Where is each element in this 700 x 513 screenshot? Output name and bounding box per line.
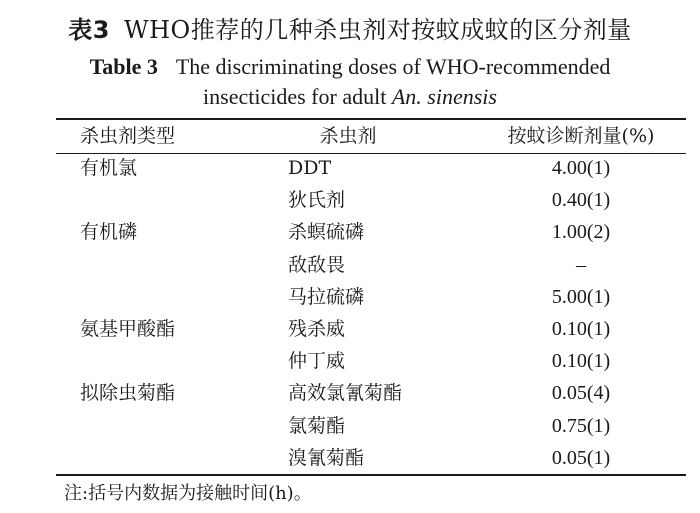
table-title-chinese bbox=[0, 12, 700, 48]
table-caption-english-line1: The discriminating doses of WHO-recommended bbox=[175, 54, 611, 79]
diagnostic-dose-cell: 0.40(1) bbox=[551, 189, 611, 212]
table-row bbox=[56, 377, 686, 410]
table-footnote: 注:括号内数据为接触时间(h)。 bbox=[64, 483, 312, 504]
insecticide-type-cell: 氨基甲酸酯 bbox=[80, 318, 176, 340]
diagnostic-dose-cell: 0.10(1) bbox=[551, 318, 611, 340]
diagnostic-dose-cell: – bbox=[576, 253, 586, 276]
table-title-english bbox=[0, 52, 700, 112]
diagnostic-dose-cell: 1.00(2) bbox=[551, 221, 611, 244]
table-number-chinese: 表3 bbox=[68, 16, 110, 44]
diagnostic-dose-cell: 5.00(1) bbox=[551, 285, 611, 308]
insecticide-cell: 狄氏剂 bbox=[288, 189, 346, 212]
insecticide-cell: DDT bbox=[288, 157, 332, 179]
header-insecticide-type: 杀虫剂类型 bbox=[80, 125, 176, 147]
table-number-english: Table 3 bbox=[89, 54, 158, 79]
table-row bbox=[56, 281, 686, 314]
insecticide-cell: 氯菊酯 bbox=[288, 414, 346, 437]
species-name: An. sinensis bbox=[391, 84, 497, 109]
insecticide-cell: 马拉硫磷 bbox=[288, 285, 365, 308]
table-row bbox=[56, 442, 686, 475]
diagnostic-dose-cell: 4.00(1) bbox=[551, 157, 611, 179]
header-insecticide: 杀虫剂 bbox=[319, 125, 377, 147]
table-caption-chinese: WHO推荐的几种杀虫剂对按蚊成蚊的区分剂量 bbox=[123, 16, 632, 44]
diagnostic-dose-cell: 0.75(1) bbox=[551, 414, 611, 437]
table-row bbox=[56, 345, 686, 378]
insecticide-cell: 敌敌畏 bbox=[288, 253, 346, 276]
table-row bbox=[56, 216, 686, 249]
insecticide-cell: 残杀威 bbox=[288, 318, 346, 340]
insecticide-type-cell: 有机氯 bbox=[80, 157, 138, 179]
table-row bbox=[56, 410, 686, 443]
table-header-row bbox=[56, 120, 686, 153]
insecticide-cell: 仲丁威 bbox=[288, 350, 346, 373]
table-row bbox=[56, 249, 686, 282]
table-row bbox=[56, 184, 686, 217]
insecticide-cell: 溴氰菊酯 bbox=[288, 446, 365, 469]
diagnostic-dose-cell: 0.10(1) bbox=[551, 350, 611, 373]
diagnostic-dose-cell: 0.05(4) bbox=[551, 382, 611, 405]
table-bottom-rule bbox=[56, 474, 686, 476]
table-caption-english-line2 bbox=[0, 82, 700, 112]
insecticide-type-cell: 有机磷 bbox=[80, 221, 138, 244]
header-diagnostic-dose: 按蚊诊断剂量(%) bbox=[507, 125, 655, 147]
caption-line2-text: insecticides for adult bbox=[203, 84, 392, 109]
diagnostic-dose-cell: 0.05(1) bbox=[551, 446, 611, 469]
table-row bbox=[56, 313, 686, 346]
insecticide-type-cell: 拟除虫菊酯 bbox=[80, 382, 176, 405]
insecticide-cell: 杀螟硫磷 bbox=[288, 221, 365, 244]
insecticide-cell: 高效氯氰菊酯 bbox=[288, 382, 403, 405]
table-row bbox=[56, 152, 686, 185]
